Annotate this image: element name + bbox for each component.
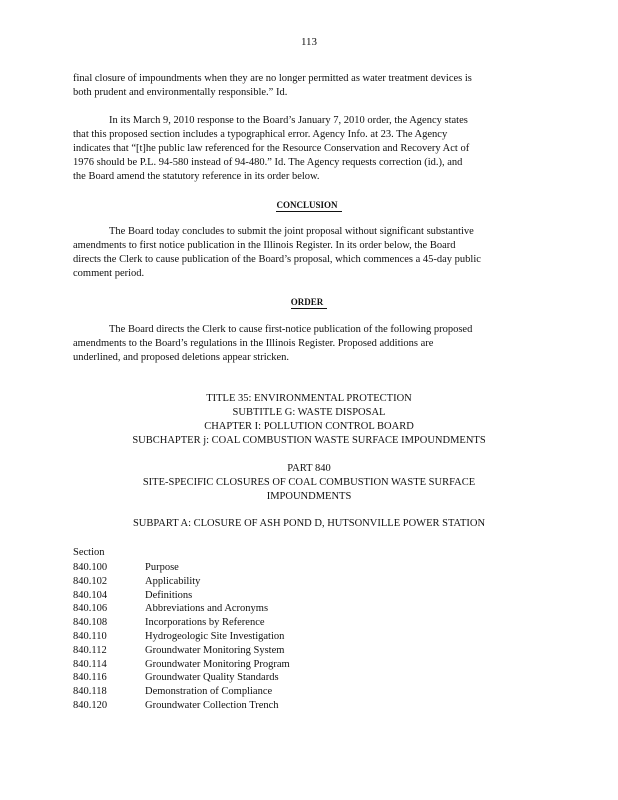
section-title: Demonstration of Compliance [145,686,273,698]
subchapter-line: SUBCHAPTER j: COAL COMBUSTION WASTE SURFACE IMPOUNDMENTS [132,435,486,446]
section-list-item [73,644,290,658]
section-list-item [73,671,290,685]
subtitle-line: SUBTITLE G: WASTE DISPOSAL [232,407,386,418]
section-number: 840.106 [73,603,108,615]
section-list-item [73,630,290,644]
part-line: PART 840 [287,463,331,474]
text-line: both prudent and environmentally responsible.” Id. [73,87,288,98]
paragraph-order [73,323,535,365]
section-number: 840.110 [73,630,107,642]
section-title: Hydrogeologic Site Investigation [145,630,285,642]
page-number: 113 [300,36,318,48]
section-number: 840.116 [73,672,107,684]
section-title: Abbreviations and Acronyms [145,603,269,615]
section-list-item [73,589,290,603]
order-heading-text: ORDER [291,297,328,309]
section-label: Section [73,547,105,558]
title-line: TITLE 35: ENVIRONMENTAL PROTECTION [206,393,412,404]
section-number: 840.118 [73,686,107,698]
chapter-line: CHAPTER I: POLLUTION CONTROL BOARD [204,421,414,432]
section-title: Groundwater Quality Standards [145,672,279,684]
paragraph-agency-response [73,114,535,184]
section-title: Applicability [145,575,201,587]
section-list [73,561,290,713]
part-title-line: IMPOUNDMENTS [266,491,352,502]
text-line: comment period. [73,268,145,279]
text-line: that this proposed section includes a typographical error. Agency Info. at 23. The Agency [73,129,448,140]
section-number: 840.112 [73,644,107,656]
section-number: 840.100 [73,562,108,573]
section-title: Definitions [145,589,193,601]
text-line: directs the Clerk to cause publication of the Board’s proposal, which commences a 45-day public [73,254,481,265]
text-line: final closure of impoundments when they are no longer permitted as water treatment devices is [73,73,472,84]
text-line: indicates that “[t]he public law referenced for the Resource Conservation and Recovery Act of [73,143,470,154]
section-title: Incorporations by Reference [145,617,265,629]
section-list-item [73,658,290,672]
section-list-item [73,575,290,589]
paragraph-conclusion [73,225,535,281]
section-number: 840.114 [73,658,107,670]
order-heading [0,297,618,307]
section-title: Groundwater Collection Trench [145,699,279,711]
part-title-block [0,462,618,504]
text-line: amendments to first notice publication in the Illinois Register. In its order below, the Board [73,240,456,251]
section-list-item [73,616,290,630]
section-list-item [73,699,290,713]
conclusion-heading-text: CONCLUSION [276,200,341,212]
section-number: 840.108 [73,617,108,629]
paragraph-continuation [73,72,535,100]
section-number: 840.120 [73,699,108,711]
conclusion-heading [0,200,618,210]
text-line: underlined, and proposed deletions appear stricken. [73,352,290,363]
text-line: The Board directs the Clerk to cause first-notice publication of the following proposed [109,324,473,335]
section-list-item [73,685,290,699]
text-line: amendments to the Board’s regulations in the Illinois Register. Proposed additions are [73,338,434,349]
section-title: Groundwater Monitoring Program [145,658,290,670]
text-line: In its March 9, 2010 response to the Board’s January 7, 2010 order, the Agency states [109,115,468,126]
section-title: Groundwater Monitoring System [145,644,285,656]
section-number: 840.102 [73,575,108,587]
section-list-item [73,602,290,616]
text-line: The Board today concludes to submit the joint proposal without significant substantive [109,226,474,237]
part-title-line: SITE-SPECIFIC CLOSURES OF COAL COMBUSTION WASTE SURFACE [142,477,476,488]
section-list-item [73,561,290,575]
text-line: 1976 should be P.L. 94-580 instead of 94-480.” Id. The Agency requests correction (id.), and [73,157,463,168]
text-line: the Board amend the statutory reference in its order below. [73,171,320,182]
section-number: 840.104 [73,589,108,601]
subpart-heading: SUBPART A: CLOSURE OF ASH POND D, HUTSONVILLE POWER STATION [132,518,486,529]
section-title: Purpose [145,562,179,573]
regulation-title-block [0,392,618,448]
